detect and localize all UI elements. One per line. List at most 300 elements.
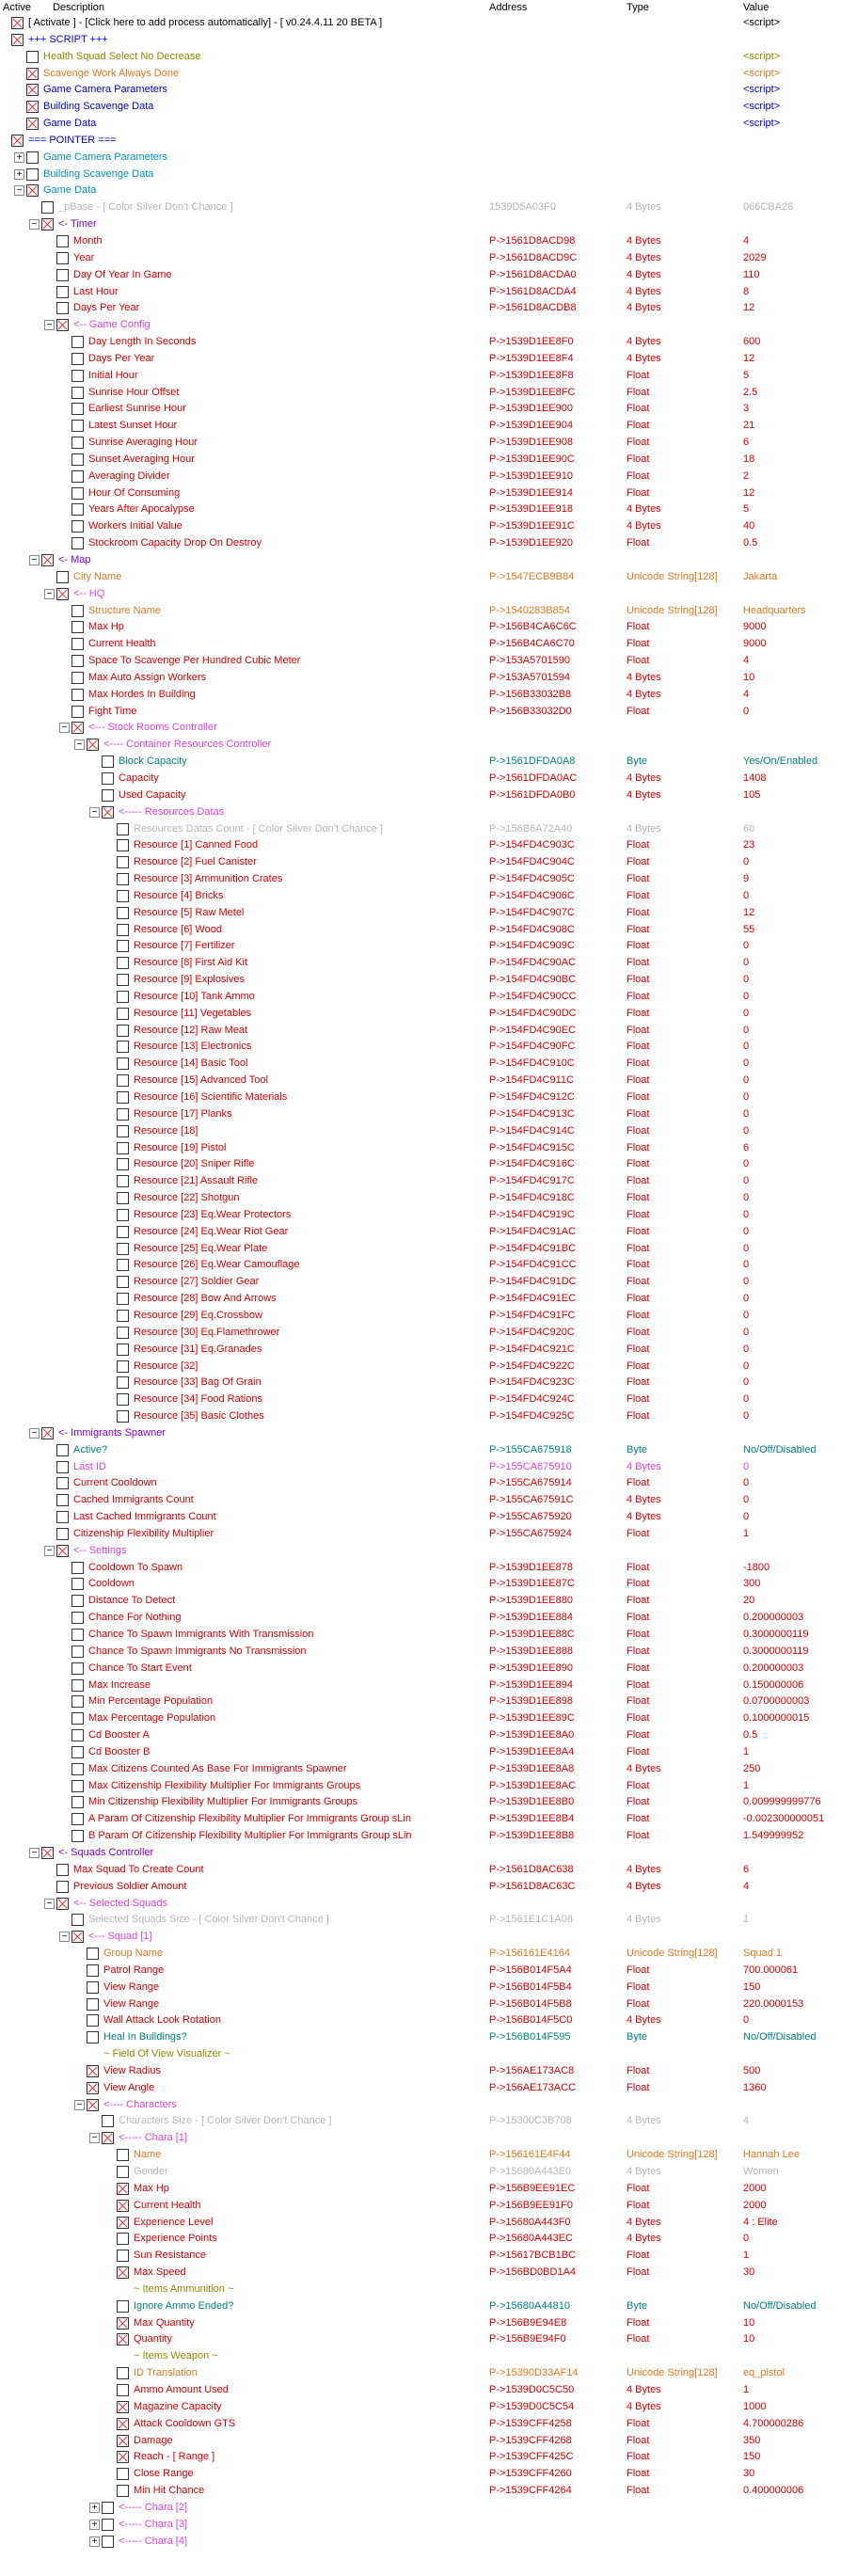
collapse-icon[interactable]: −	[89, 807, 100, 818]
active-checkbox[interactable]	[71, 1830, 84, 1842]
active-checkbox[interactable]	[56, 1864, 69, 1876]
table-row[interactable]	[0, 636, 841, 653]
table-row[interactable]	[0, 1391, 841, 1408]
table-row[interactable]	[0, 1879, 841, 1896]
active-checkbox[interactable]	[71, 370, 84, 382]
active-checkbox[interactable]	[26, 84, 39, 96]
table-row[interactable]	[0, 2534, 841, 2551]
active-checkbox[interactable]	[87, 2014, 99, 2027]
table-row[interactable]	[0, 485, 841, 502]
active-checkbox[interactable]	[117, 2468, 129, 2480]
table-row[interactable]	[0, 1644, 841, 1661]
table-row[interactable]	[0, 1425, 841, 1442]
active-checkbox[interactable]	[117, 907, 129, 919]
active-checkbox[interactable]	[117, 2300, 129, 2313]
table-row[interactable]	[0, 2097, 841, 2114]
expand-icon[interactable]: +	[89, 2503, 100, 2513]
table-row[interactable]	[0, 2483, 841, 2500]
active-checkbox[interactable]	[117, 991, 129, 1003]
table-row[interactable]	[0, 1946, 841, 1963]
table-row[interactable]	[0, 1526, 841, 1543]
table-row[interactable]	[0, 1845, 841, 1862]
active-checkbox[interactable]	[71, 1780, 84, 1792]
table-row[interactable]	[0, 704, 841, 721]
table-row[interactable]	[0, 1207, 841, 1224]
active-checkbox[interactable]	[56, 1898, 69, 1910]
table-row[interactable]	[0, 2198, 841, 2215]
table-row[interactable]	[0, 150, 841, 167]
table-row[interactable]	[0, 2500, 841, 2517]
header-value[interactable]: Value	[743, 2, 770, 13]
table-row[interactable]	[0, 401, 841, 418]
active-checkbox[interactable]	[117, 2333, 129, 2345]
active-checkbox[interactable]	[117, 2418, 129, 2430]
table-row[interactable]	[0, 2147, 841, 2164]
active-checkbox[interactable]	[117, 1142, 129, 1154]
active-checkbox[interactable]	[71, 1914, 84, 1926]
table-row[interactable]	[0, 2080, 841, 2097]
active-checkbox[interactable]	[117, 856, 129, 868]
active-checkbox[interactable]	[41, 554, 54, 566]
table-row[interactable]	[0, 1543, 841, 1560]
table-row[interactable]	[0, 1257, 841, 1274]
collapse-icon[interactable]: −	[44, 320, 55, 330]
table-row[interactable]	[0, 2046, 841, 2063]
active-checkbox[interactable]	[102, 2502, 114, 2514]
table-row[interactable]	[0, 284, 841, 301]
collapse-icon[interactable]: −	[44, 589, 55, 599]
active-checkbox[interactable]	[117, 1376, 129, 1389]
table-row[interactable]	[0, 1929, 841, 1946]
table-row[interactable]	[0, 603, 841, 620]
table-row[interactable]	[0, 1123, 841, 1140]
active-checkbox[interactable]	[71, 638, 84, 650]
active-checkbox[interactable]	[117, 1310, 129, 1322]
active-checkbox[interactable]	[71, 1813, 84, 1825]
table-row[interactable]	[0, 2433, 841, 2450]
table-row[interactable]	[0, 586, 841, 603]
active-checkbox[interactable]	[117, 2233, 129, 2245]
active-checkbox[interactable]	[56, 1444, 69, 1456]
table-row[interactable]	[0, 1828, 841, 1845]
table-row[interactable]	[0, 1241, 841, 1258]
table-row[interactable]	[0, 2416, 841, 2433]
table-row[interactable]	[0, 2231, 841, 2248]
table-row[interactable]	[0, 2265, 841, 2282]
active-checkbox[interactable]	[56, 1528, 69, 1540]
table-row[interactable]	[0, 267, 841, 284]
table-row[interactable]	[0, 1056, 841, 1073]
active-checkbox[interactable]	[56, 1477, 69, 1489]
table-row[interactable]	[0, 368, 841, 385]
active-checkbox[interactable]	[26, 151, 39, 164]
table-row[interactable]	[0, 66, 841, 83]
active-checkbox[interactable]	[71, 1695, 84, 1708]
active-checkbox[interactable]	[87, 1948, 99, 1960]
table-row[interactable]	[0, 854, 841, 871]
active-checkbox[interactable]	[117, 2401, 129, 2413]
active-checkbox[interactable]	[11, 17, 24, 29]
active-checkbox[interactable]	[117, 1108, 129, 1121]
table-row[interactable]	[0, 1744, 841, 1761]
active-checkbox[interactable]	[71, 1612, 84, 1624]
active-checkbox[interactable]	[102, 772, 114, 785]
table-row[interactable]	[0, 1325, 841, 1342]
active-checkbox[interactable]	[26, 51, 39, 63]
active-checkbox[interactable]	[117, 1057, 129, 1070]
table-row[interactable]	[0, 687, 841, 704]
active-checkbox[interactable]	[71, 1729, 84, 1741]
table-row[interactable]	[0, 938, 841, 955]
table-row[interactable]	[0, 385, 841, 402]
active-checkbox[interactable]	[11, 135, 24, 147]
active-checkbox[interactable]	[71, 1931, 84, 1943]
table-row[interactable]	[0, 15, 841, 32]
active-checkbox[interactable]	[71, 1595, 84, 1607]
table-row[interactable]	[0, 2282, 841, 2298]
table-row[interactable]	[0, 569, 841, 586]
table-row[interactable]	[0, 1375, 841, 1391]
table-row[interactable]	[0, 300, 841, 317]
active-checkbox[interactable]	[117, 924, 129, 936]
table-row[interactable]	[0, 1156, 841, 1173]
active-checkbox[interactable]	[102, 2115, 114, 2127]
table-row[interactable]	[0, 2113, 841, 2130]
active-checkbox[interactable]	[117, 1226, 129, 1238]
active-checkbox[interactable]	[26, 68, 39, 80]
table-row[interactable]	[0, 351, 841, 368]
table-row[interactable]	[0, 1896, 841, 1913]
active-checkbox[interactable]	[117, 2166, 129, 2178]
active-checkbox[interactable]	[117, 1344, 129, 1356]
active-checkbox[interactable]	[87, 2065, 99, 2077]
table-row[interactable]	[0, 2449, 841, 2466]
active-checkbox[interactable]	[117, 1393, 129, 1406]
active-checkbox[interactable]	[102, 806, 114, 819]
header-address[interactable]: Address	[489, 2, 528, 13]
table-row[interactable]	[0, 116, 841, 133]
collapse-icon[interactable]: −	[44, 1546, 55, 1556]
active-checkbox[interactable]	[71, 689, 84, 701]
active-checkbox[interactable]	[117, 2367, 129, 2379]
active-checkbox[interactable]	[102, 789, 114, 802]
active-checkbox[interactable]	[56, 1545, 69, 1557]
table-row[interactable]	[0, 1727, 841, 1744]
table-row[interactable]	[0, 771, 841, 787]
table-row[interactable]	[0, 32, 841, 49]
active-checkbox[interactable]	[117, 2149, 129, 2161]
table-row[interactable]	[0, 2215, 841, 2232]
active-checkbox[interactable]	[117, 2317, 129, 2330]
active-checkbox[interactable]	[56, 269, 69, 281]
table-row[interactable]	[0, 82, 841, 99]
table-row[interactable]	[0, 1291, 841, 1308]
active-checkbox[interactable]	[117, 1192, 129, 1204]
active-checkbox[interactable]	[71, 1562, 84, 1574]
table-row[interactable]	[0, 1576, 841, 1593]
active-checkbox[interactable]	[87, 1964, 99, 1977]
collapse-icon[interactable]: −	[59, 723, 70, 733]
active-checkbox[interactable]	[56, 1461, 69, 1473]
table-row[interactable]	[0, 619, 841, 636]
active-checkbox[interactable]	[71, 487, 84, 500]
table-row[interactable]	[0, 1627, 841, 1644]
active-checkbox[interactable]	[117, 1410, 129, 1423]
active-checkbox[interactable]	[117, 2217, 129, 2229]
table-row[interactable]	[0, 418, 841, 435]
table-row[interactable]	[0, 435, 841, 452]
active-checkbox[interactable]	[117, 2200, 129, 2212]
active-checkbox[interactable]	[117, 873, 129, 885]
active-checkbox[interactable]	[87, 2082, 99, 2094]
table-row[interactable]	[0, 1610, 841, 1627]
active-checkbox[interactable]	[41, 1847, 54, 1859]
active-checkbox[interactable]	[71, 470, 84, 483]
table-row[interactable]	[0, 1459, 841, 1476]
table-row[interactable]	[0, 955, 841, 972]
table-row[interactable]	[0, 518, 841, 535]
active-checkbox[interactable]	[117, 1259, 129, 1271]
active-checkbox[interactable]	[117, 1025, 129, 1037]
active-checkbox[interactable]	[117, 1158, 129, 1170]
table-row[interactable]	[0, 1778, 841, 1795]
table-row[interactable]	[0, 1106, 841, 1123]
table-row[interactable]	[0, 653, 841, 670]
active-checkbox[interactable]	[117, 1041, 129, 1053]
table-row[interactable]	[0, 1408, 841, 1425]
active-checkbox[interactable]	[71, 1578, 84, 1590]
active-checkbox[interactable]	[117, 1360, 129, 1373]
table-row[interactable]	[0, 334, 841, 351]
table-row[interactable]	[0, 1342, 841, 1359]
table-row[interactable]	[0, 452, 841, 469]
table-row[interactable]	[0, 2331, 841, 2348]
active-checkbox[interactable]	[71, 1646, 84, 1658]
expand-icon[interactable]: +	[14, 152, 24, 163]
active-checkbox[interactable]	[117, 2266, 129, 2279]
active-checkbox[interactable]	[56, 252, 69, 264]
table-row[interactable]	[0, 1661, 841, 1678]
table-row[interactable]	[0, 1761, 841, 1778]
table-row[interactable]	[0, 133, 841, 150]
active-checkbox[interactable]	[87, 1981, 99, 1994]
table-row[interactable]	[0, 922, 841, 939]
table-row[interactable]	[0, 1862, 841, 1879]
header-description[interactable]: Description	[53, 2, 105, 13]
active-checkbox[interactable]	[71, 336, 84, 348]
active-checkbox[interactable]	[56, 1511, 69, 1523]
table-row[interactable]	[0, 2063, 841, 2080]
active-checkbox[interactable]	[102, 2536, 114, 2548]
table-row[interactable]	[0, 1190, 841, 1207]
active-checkbox[interactable]	[26, 184, 39, 197]
table-row[interactable]	[0, 216, 841, 233]
table-row[interactable]	[0, 469, 841, 485]
table-row[interactable]	[0, 1023, 841, 1040]
active-checkbox[interactable]	[117, 1243, 129, 1255]
active-checkbox[interactable]	[41, 201, 54, 214]
table-row[interactable]	[0, 1475, 841, 1492]
table-row[interactable]	[0, 1509, 841, 1526]
table-row[interactable]	[0, 888, 841, 905]
active-checkbox[interactable]	[117, 940, 129, 952]
table-row[interactable]	[0, 1006, 841, 1023]
table-row[interactable]	[0, 972, 841, 989]
active-checkbox[interactable]	[56, 235, 69, 247]
table-row[interactable]	[0, 1912, 841, 1929]
table-row[interactable]	[0, 754, 841, 771]
active-checkbox[interactable]	[71, 1763, 84, 1775]
table-row[interactable]	[0, 1308, 841, 1325]
active-checkbox[interactable]	[117, 2384, 129, 2396]
table-row[interactable]	[0, 1140, 841, 1157]
collapse-icon[interactable]: −	[74, 2100, 85, 2110]
collapse-icon[interactable]: −	[44, 1899, 55, 1909]
active-checkbox[interactable]	[87, 2031, 99, 2043]
active-checkbox[interactable]	[26, 118, 39, 130]
active-checkbox[interactable]	[41, 218, 54, 231]
active-checkbox[interactable]	[102, 755, 114, 768]
active-checkbox[interactable]	[102, 2519, 114, 2531]
table-row[interactable]	[0, 787, 841, 804]
active-checkbox[interactable]	[71, 672, 84, 684]
table-row[interactable]	[0, 737, 841, 754]
active-checkbox[interactable]	[117, 1276, 129, 1288]
collapse-icon[interactable]: −	[14, 185, 24, 196]
active-checkbox[interactable]	[56, 1881, 69, 1893]
active-checkbox[interactable]	[87, 1998, 99, 2011]
table-row[interactable]	[0, 2012, 841, 2029]
table-row[interactable]	[0, 2517, 841, 2534]
active-checkbox[interactable]	[117, 1091, 129, 1104]
active-checkbox[interactable]	[117, 890, 129, 902]
collapse-icon[interactable]: −	[29, 1428, 40, 1439]
table-row[interactable]	[0, 1996, 841, 2013]
active-checkbox[interactable]	[56, 588, 69, 600]
active-checkbox[interactable]	[117, 974, 129, 986]
table-row[interactable]	[0, 183, 841, 199]
table-row[interactable]	[0, 250, 841, 267]
active-checkbox[interactable]	[71, 1712, 84, 1725]
active-checkbox[interactable]	[71, 537, 84, 549]
table-row[interactable]	[0, 1811, 841, 1828]
table-row[interactable]	[0, 99, 841, 116]
table-row[interactable]	[0, 552, 841, 569]
table-row[interactable]	[0, 2130, 841, 2147]
table-row[interactable]	[0, 233, 841, 250]
table-row[interactable]	[0, 1224, 841, 1241]
table-row[interactable]	[0, 2399, 841, 2416]
active-checkbox[interactable]	[117, 1125, 129, 1137]
expand-icon[interactable]: +	[89, 2520, 100, 2530]
table-row[interactable]	[0, 2298, 841, 2315]
active-checkbox[interactable]	[71, 706, 84, 718]
active-checkbox[interactable]	[87, 739, 99, 751]
table-row[interactable]	[0, 1492, 841, 1509]
table-row[interactable]	[0, 49, 841, 66]
active-checkbox[interactable]	[71, 1746, 84, 1758]
active-checkbox[interactable]	[41, 1427, 54, 1439]
active-checkbox[interactable]	[117, 823, 129, 835]
table-row[interactable]	[0, 2365, 841, 2382]
table-row[interactable]	[0, 1593, 841, 1610]
collapse-icon[interactable]: −	[59, 1932, 70, 1942]
active-checkbox[interactable]	[56, 1494, 69, 1506]
header-active[interactable]: Active	[3, 2, 31, 13]
active-checkbox[interactable]	[117, 1074, 129, 1087]
active-checkbox[interactable]	[71, 1796, 84, 1808]
table-row[interactable]	[0, 1039, 841, 1056]
active-checkbox[interactable]	[117, 2485, 129, 2497]
table-row[interactable]	[0, 1794, 841, 1811]
table-row[interactable]	[0, 1359, 841, 1375]
active-checkbox[interactable]	[56, 571, 69, 583]
table-row[interactable]	[0, 2181, 841, 2198]
active-checkbox[interactable]	[71, 1629, 84, 1641]
table-row[interactable]	[0, 2029, 841, 2046]
table-row[interactable]	[0, 2164, 841, 2181]
active-checkbox[interactable]	[71, 437, 84, 449]
table-row[interactable]	[0, 1693, 841, 1710]
collapse-icon[interactable]: −	[29, 555, 40, 565]
table-row[interactable]	[0, 535, 841, 552]
table-row[interactable]	[0, 1089, 841, 1106]
active-checkbox[interactable]	[26, 168, 39, 181]
active-checkbox[interactable]	[102, 2132, 114, 2144]
active-checkbox[interactable]	[56, 319, 69, 331]
active-checkbox[interactable]	[71, 722, 84, 734]
table-row[interactable]	[0, 2382, 841, 2399]
active-checkbox[interactable]	[71, 387, 84, 399]
active-checkbox[interactable]	[117, 1327, 129, 1339]
table-row[interactable]	[0, 670, 841, 687]
active-checkbox[interactable]	[117, 2250, 129, 2262]
expand-icon[interactable]: +	[89, 2536, 100, 2547]
active-checkbox[interactable]	[71, 1662, 84, 1675]
table-row[interactable]	[0, 989, 841, 1006]
table-row[interactable]	[0, 1980, 841, 1996]
table-row[interactable]	[0, 317, 841, 334]
table-row[interactable]	[0, 2248, 841, 2265]
active-checkbox[interactable]	[71, 353, 84, 365]
active-checkbox[interactable]	[117, 957, 129, 969]
active-checkbox[interactable]	[71, 453, 84, 466]
table-row[interactable]	[0, 1963, 841, 1980]
active-checkbox[interactable]	[117, 1175, 129, 1187]
active-checkbox[interactable]	[117, 2183, 129, 2195]
collapse-icon[interactable]: −	[29, 219, 40, 230]
table-row[interactable]	[0, 1710, 841, 1727]
active-checkbox[interactable]	[56, 286, 69, 298]
table-row[interactable]	[0, 821, 841, 838]
header-type[interactable]: Type	[627, 2, 649, 13]
active-checkbox[interactable]	[117, 839, 129, 851]
collapse-icon[interactable]: −	[89, 2133, 100, 2143]
table-row[interactable]	[0, 167, 841, 183]
table-row[interactable]	[0, 804, 841, 821]
table-row[interactable]	[0, 1678, 841, 1694]
table-row[interactable]	[0, 871, 841, 888]
table-row[interactable]	[0, 501, 841, 518]
active-checkbox[interactable]	[26, 101, 39, 113]
active-checkbox[interactable]	[71, 420, 84, 432]
active-checkbox[interactable]	[71, 621, 84, 633]
active-checkbox[interactable]	[71, 605, 84, 617]
table-row[interactable]	[0, 1173, 841, 1190]
table-row[interactable]	[0, 2466, 841, 2483]
active-checkbox[interactable]	[71, 1679, 84, 1692]
collapse-icon[interactable]: −	[29, 1848, 40, 1858]
